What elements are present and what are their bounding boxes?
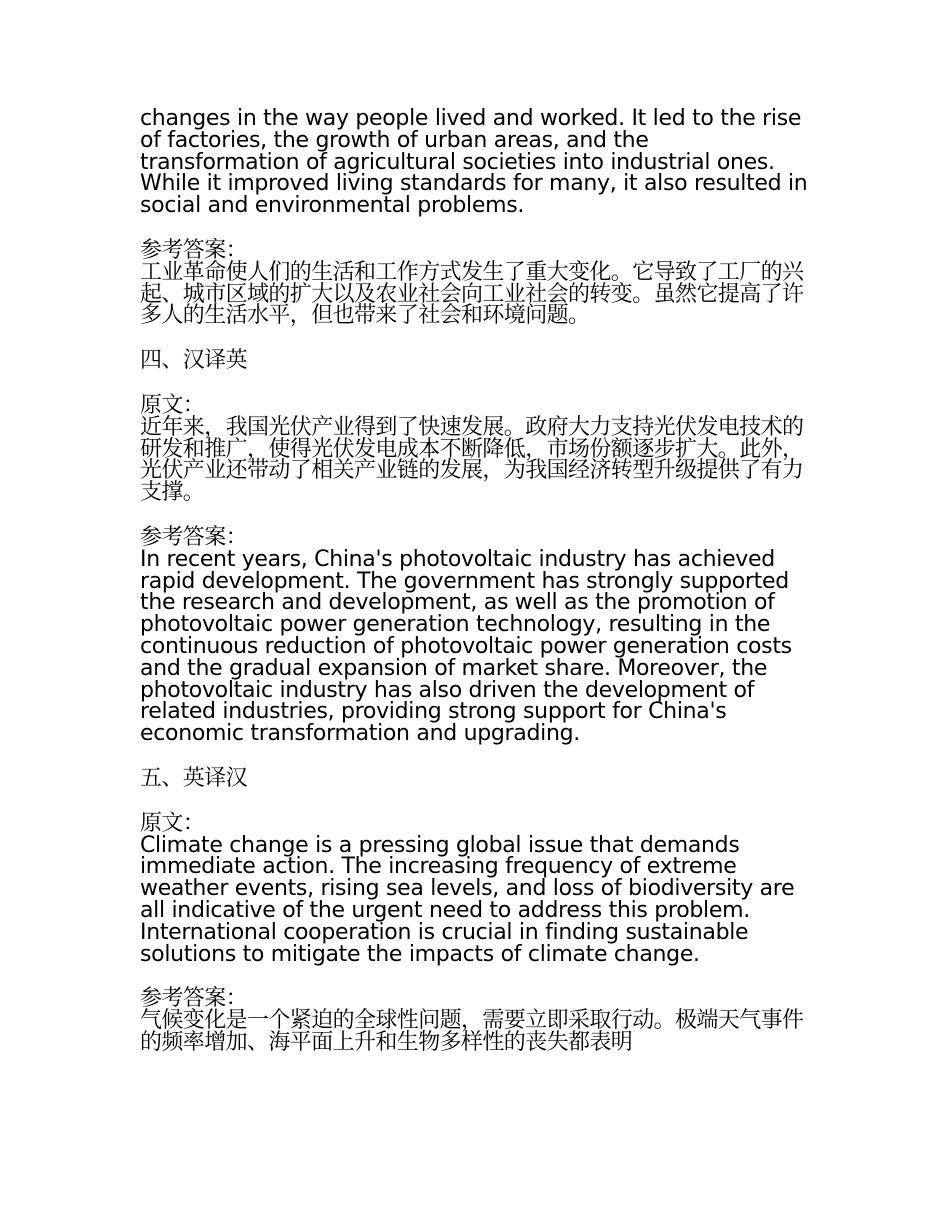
section-heading-5: 五、英译汉 bbox=[140, 765, 248, 791]
spacer bbox=[140, 965, 812, 988]
spacer bbox=[140, 372, 812, 395]
answer-label: 参考答案： bbox=[140, 986, 248, 1012]
answer-label: 参考答案： bbox=[140, 524, 248, 550]
source-paragraph: 近年来，我国光伏产业得到了快速发展。政府大力支持光伏发电技术的研发和推广，使得光伏发电成本不断降低，市场份额逐步扩大。此外，光伏产业还带动了相关产业链的发展，为我国经济转型升级提供了有力支撑。 bbox=[140, 414, 804, 506]
source-label: 原文： bbox=[140, 810, 205, 836]
source-label: 原文： bbox=[140, 392, 205, 418]
continuation-paragraph: changes in the way people lived and worked. It led to the rise of factories, the growth of urban areas, and the transformation of agricultural societies into industrial ones. While it improved living standards for many, it also resulted in social and environmental problems. bbox=[140, 106, 808, 219]
source-paragraph: Climate change is a pressing global issue that demands immediate action. The increasing frequency of extreme weather events, rising sea levels, and loss of biodiversity are all indicative of the urgent need to address this problem. International cooperation is crucial in finding sustainable solutions to mitigate the impacts of climate change. bbox=[140, 832, 795, 967]
spacer bbox=[140, 790, 812, 813]
spacer bbox=[140, 327, 812, 350]
spacer bbox=[140, 745, 812, 768]
document-page bbox=[140, 108, 812, 1054]
answer-paragraph: In recent years, China's photovoltaic industry has achieved rapid development. The government has strongly supported the research and development, as well as the promotion of photovoltaic power generation technology, resulting in the continuous reduction of photovoltaic power generation costs and the gradual expansion of market share. Moreover, the photovoltaic industry has also driven the development of related industries, providing strong support for China's economic transformation and upgrading. bbox=[140, 546, 792, 747]
answer-paragraph: 工业革命使人们的生活和工作方式发生了重大变化。它导致了工厂的兴起、城市区域的扩大以及农业社会向工业社会的转变。虽然它提高了许多人的生活水平，但也带来了社会和环境问题。 bbox=[140, 259, 804, 329]
answer-paragraph: 气候变化是一个紧迫的全球性问题，需要立即采取行动。极端天气事件的频率增加、海平面上升和生物多样性的丧失都表明 bbox=[140, 1008, 804, 1055]
answer-label: 参考答案： bbox=[140, 237, 248, 263]
section-heading-4: 四、汉译英 bbox=[140, 348, 248, 374]
spacer bbox=[140, 504, 812, 527]
spacer bbox=[140, 217, 812, 240]
